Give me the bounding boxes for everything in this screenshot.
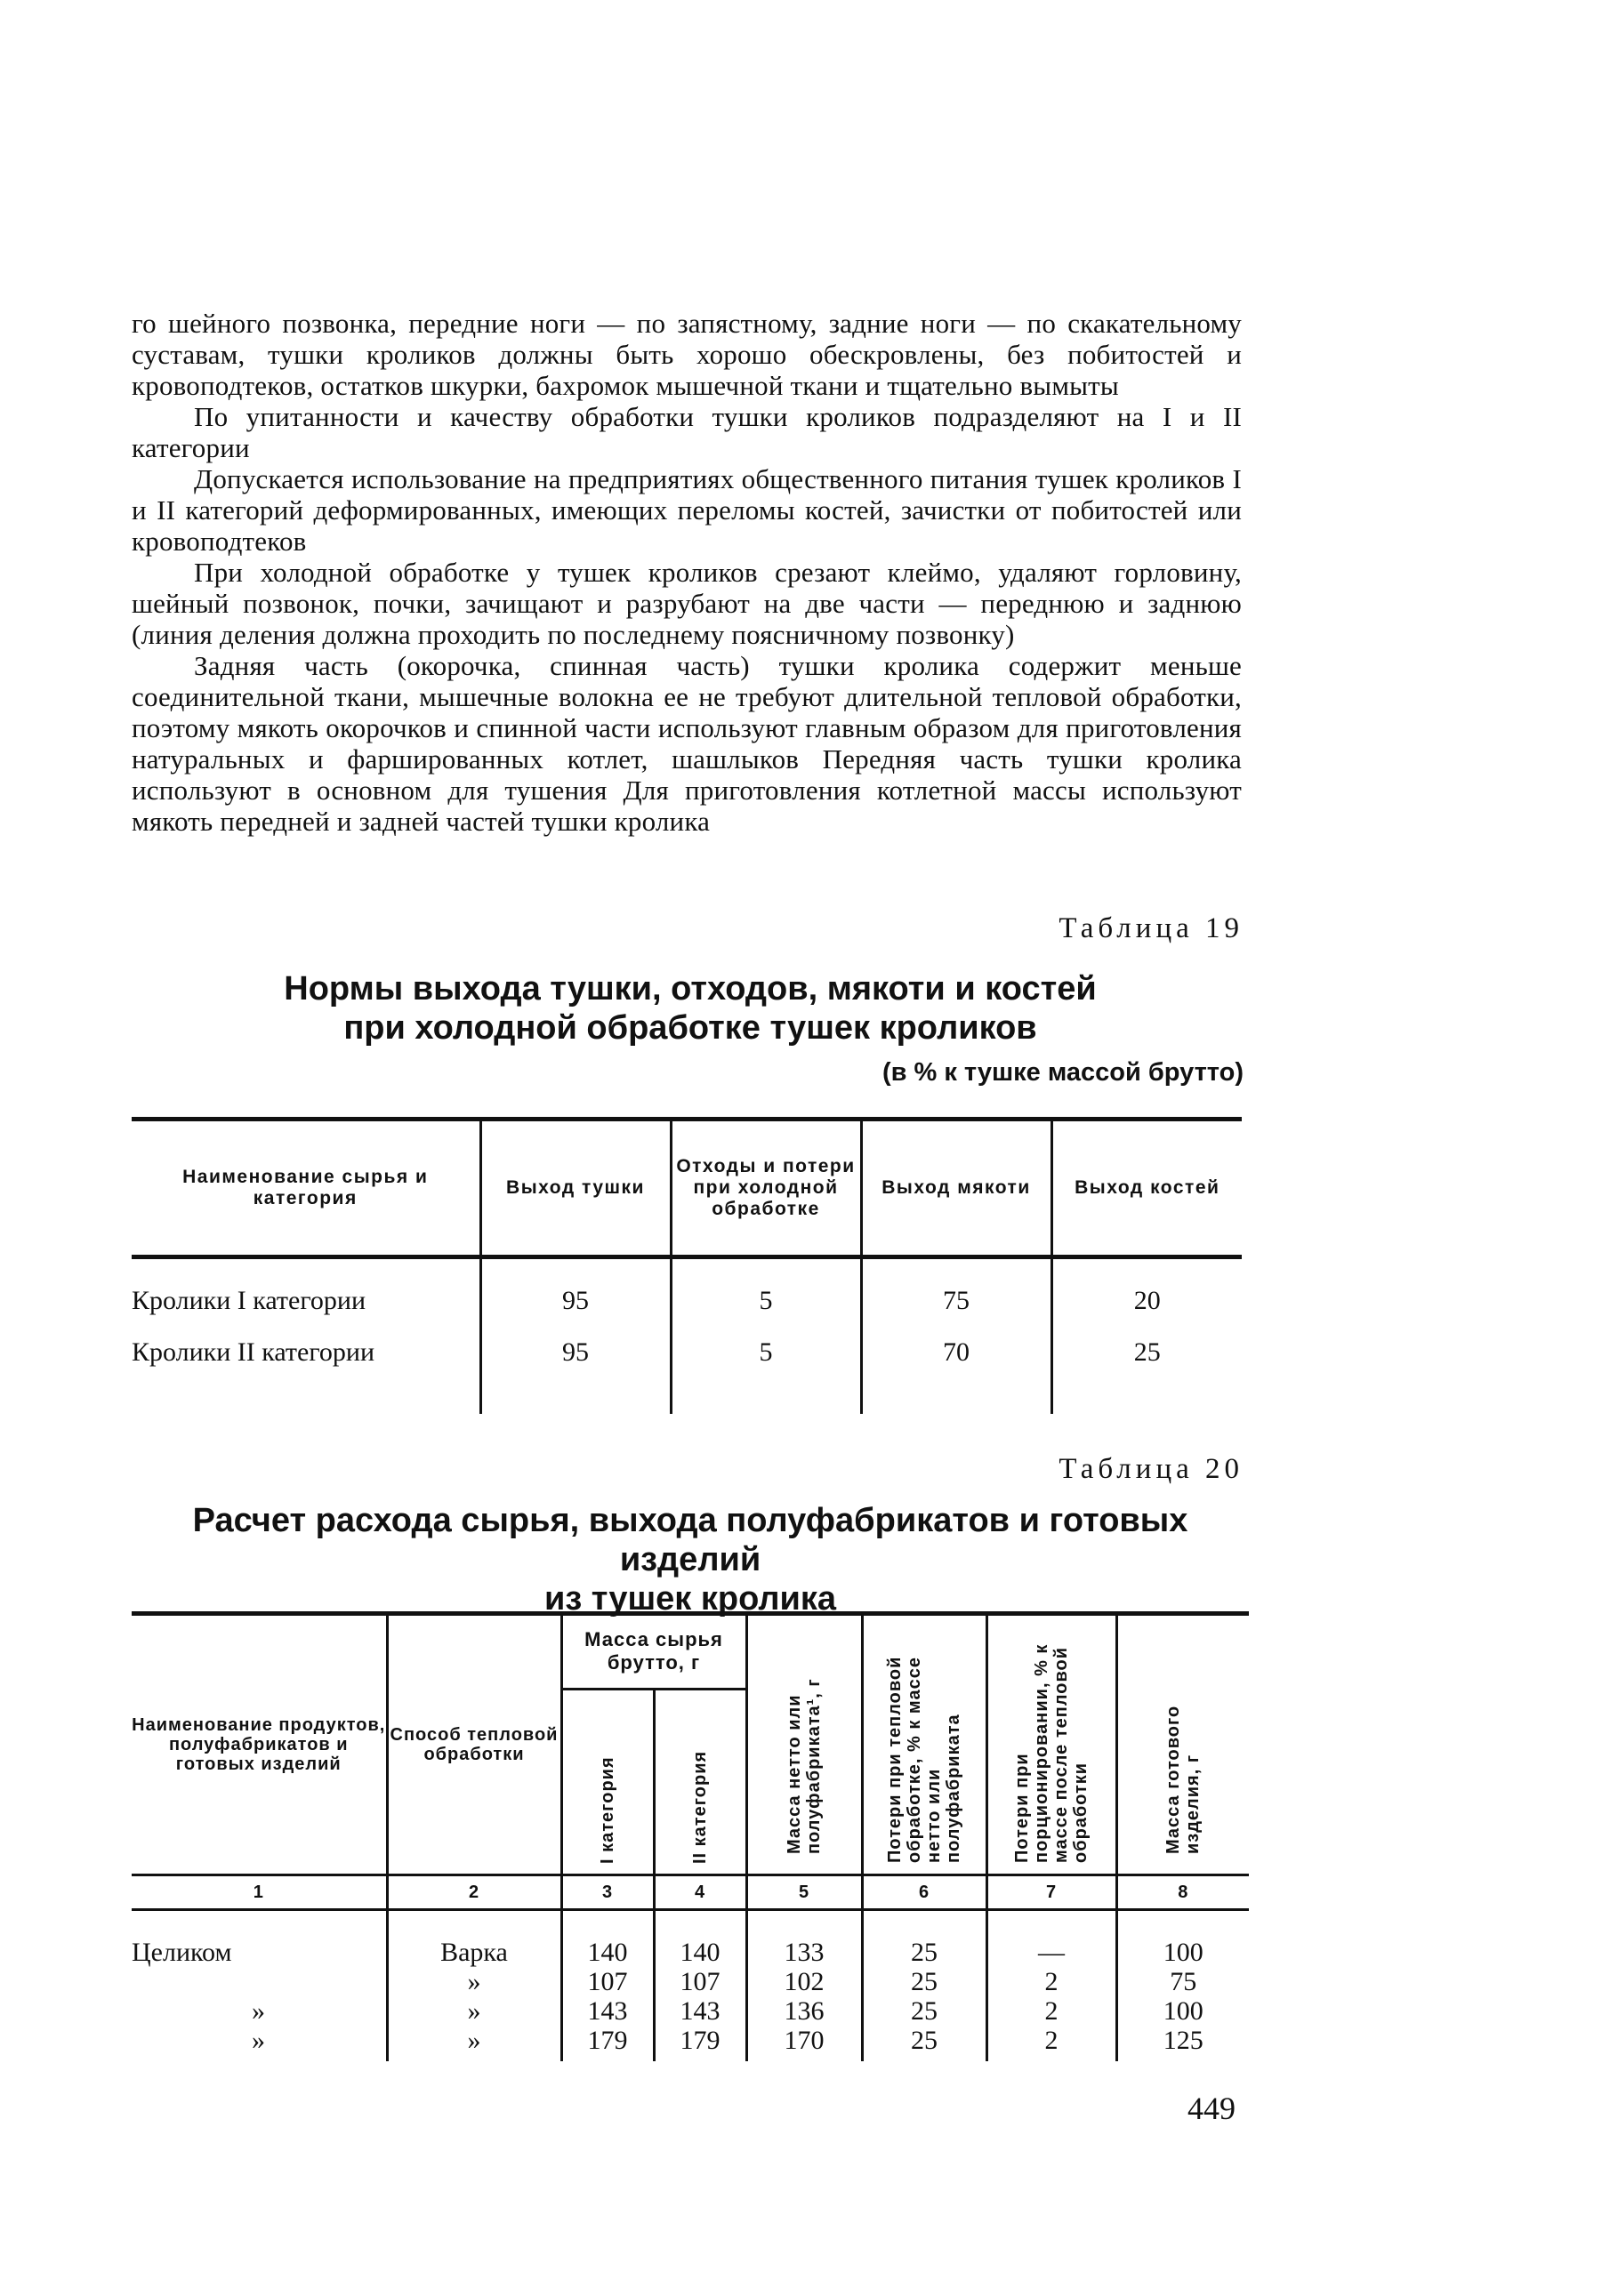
header-loss-heat: Потери при тепловой обработке, % к массе нетто или полуфабриката	[862, 1614, 986, 1875]
cell-waste: 5	[671, 1257, 861, 1317]
cell-bones: 25	[1051, 1316, 1242, 1414]
header-method: Способ тепловой обработки	[387, 1614, 561, 1875]
table-row	[132, 1910, 1249, 2061]
cell-method: Варка » » »	[387, 1910, 561, 2061]
cell-net: 133 102 136 170	[746, 1910, 862, 2061]
table-20-label: Таблица 20	[1059, 1453, 1244, 1485]
col-num: 4	[654, 1875, 746, 1910]
col-num: 6	[862, 1875, 986, 1910]
header-bones: Выход костей	[1051, 1120, 1242, 1257]
col-num: 8	[1116, 1875, 1249, 1910]
table-19	[132, 1117, 1242, 1414]
paragraph: При холодной обработке у тушек кроликов срезают клеймо, удаляют горловину, шейный позвонок, почки, зачищают и разрубают на две части — переднюю и заднюю (линия деления должна проходить по последнему поясничному позвонку)	[132, 557, 1242, 650]
header-waste: Отходы и потери при холодной обработке	[671, 1120, 861, 1257]
cell-meat: 75	[861, 1257, 1051, 1317]
table-header-row	[132, 1614, 1249, 1690]
header-cat1: I категория	[561, 1689, 654, 1875]
table-20	[132, 1611, 1249, 2061]
body-text	[132, 308, 1242, 837]
page-number: 449	[1187, 2091, 1236, 2126]
col-num: 2	[387, 1875, 561, 1910]
paragraph: Допускается использование на предприятиях общественного питания тушек кроликов I и II категорий деформированных, имеющих переломы костей, зачистки от побитостей или кровоподтеков	[132, 463, 1242, 557]
table-19-label: Таблица 19	[1059, 912, 1244, 944]
cell-loss-portion: — 2 2 2	[986, 1910, 1116, 2061]
header-carcass: Выход тушки	[480, 1120, 671, 1257]
table-19-unit: (в % к тушке массой брутто)	[881, 1058, 1244, 1087]
header-gross: Масса сырья брутто, г	[561, 1614, 746, 1690]
cell-cat1: 140 107 143 179	[561, 1910, 654, 2061]
header-cat2: II категория	[654, 1689, 746, 1875]
table-19-title: Нормы выхода тушки, отходов, мякоти и костей при холодной обработке тушек кроликов	[284, 970, 1097, 1047]
header-ready: Масса готового изделия, г	[1116, 1614, 1249, 1875]
paragraph: го шейного позвонка, передние ноги — по запястному, задние ноги — по скакательному суставам, тушки кроликов должны быть хорошо обескровлены, без побитостей и кровоподтеков, остатков шкурки, бахромок мышечной ткани и тщательно вымыты	[132, 308, 1242, 401]
cell-bones: 20	[1051, 1257, 1242, 1317]
cell-cat2: 140 107 143 179	[654, 1910, 746, 2061]
paragraph: Задняя часть (окорочка, спинная часть) тушки кролика содержит меньше соединительной ткани, мышечные волокна ее не требуют длительной тепловой обработки, поэтому мякоть окорочков и спинной части используют главным образом для приготовления натуральных и фаршированных котлет, шашлыков Передняя часть тушки кролика используют в основном для тушения Для приготовления котлетной массы используют мякоть передней и задней частей тушки кролика	[132, 650, 1242, 837]
paragraph: По упитанности и качеству обработки тушки кроликов подразделяют на I и II категории	[132, 401, 1242, 463]
header-loss-portion: Потери при порционировании, % к массе после тепловой обработки	[986, 1614, 1116, 1875]
cell-name: Кролики II категории	[132, 1337, 375, 1367]
cell-waste: 5	[671, 1316, 861, 1414]
cell-meat: 70	[861, 1316, 1051, 1414]
table-row	[132, 1257, 1242, 1317]
cell-carcass: 95	[480, 1257, 671, 1317]
cell-loss-heat: 25 25 25 25	[862, 1910, 986, 2061]
cell-name: Целиком » »	[132, 1938, 265, 2055]
col-num: 7	[986, 1875, 1116, 1910]
column-number-row	[132, 1875, 1249, 1910]
table-row	[132, 1316, 1242, 1414]
header-meat: Выход мякоти	[861, 1120, 1051, 1257]
col-num: 5	[746, 1875, 862, 1910]
header-net: Масса нетто или полуфабриката¹, г	[746, 1614, 862, 1875]
table-header-row	[132, 1120, 1242, 1257]
header-name: Наименование сырья и категория	[132, 1120, 480, 1257]
cell-carcass: 95	[480, 1316, 671, 1414]
col-num: 1	[132, 1875, 387, 1910]
cell-ready: 100 75 100 125	[1116, 1910, 1249, 2061]
header-name: Наименование продуктов, полуфабрикатов и готовых изделий	[132, 1715, 386, 1774]
cell-name: Кролики I категории	[132, 1286, 366, 1315]
col-num: 3	[561, 1875, 654, 1910]
table-20-title: Расчет расхода сырья, выхода полуфабрикатов и готовых изделий из тушек кролика	[192, 1502, 1188, 1618]
